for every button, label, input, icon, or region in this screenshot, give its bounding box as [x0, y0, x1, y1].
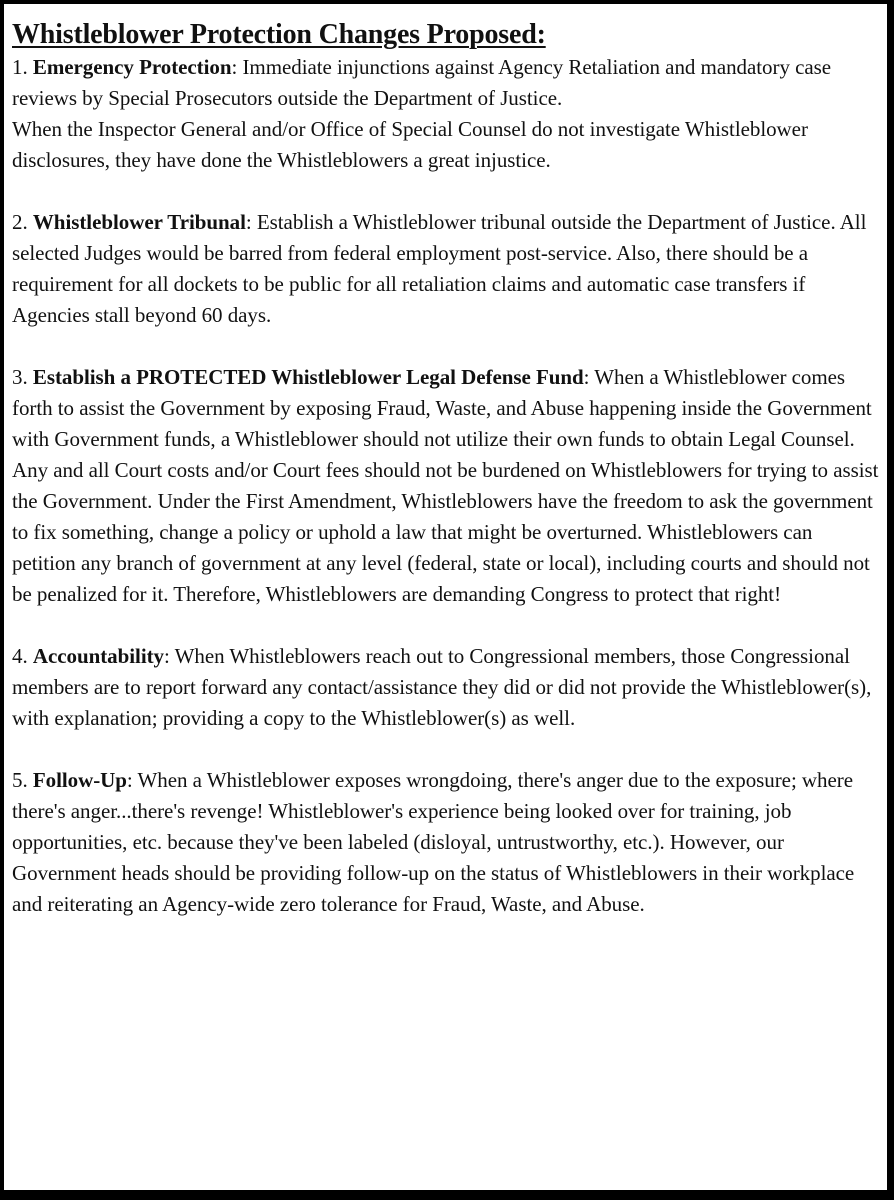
document-page [4, 4, 887, 1190]
proposal-4-heading: Accountability [32, 644, 164, 668]
proposal-2-text [12, 207, 881, 331]
proposal-2-body: : Establish a Whistleblower tribunal outside the Department of Justice. All selected Judges would be barred from federal employment post-service. Also, there should be a requirement for all dockets to be public for all retaliation claims and automatic case transfers if Agencies stall beyond 60 days. [12, 210, 867, 327]
proposal-4-number: 4. [12, 644, 28, 668]
proposal-1 [12, 52, 881, 176]
proposal-5-text [12, 765, 881, 920]
proposal-1-extra: When the Inspector General and/or Office of Special Counsel do not investigate Whistleblower disclosures, they have done the Whistleblowers a great injustice. [12, 117, 808, 172]
proposal-4-body: : When Whistleblowers reach out to Congressional members, those Congressional members are to report forward any contact/assistance they did or did not provide the Whistleblower(s), with explanation; providing a copy to the Whistleblower(s) as well. [12, 644, 872, 730]
document-title: Whistleblower Protection Changes Proposed: [12, 19, 546, 50]
proposal-2-heading: Whistleblower Tribunal [32, 210, 246, 234]
proposal-4-text [12, 641, 881, 734]
proposal-5 [12, 765, 881, 920]
proposal-5-number: 5. [12, 768, 28, 792]
proposal-1-body: : Immediate injunctions against Agency Retaliation and mandatory case reviews by Special Prosecutors outside the Department of Justice. [12, 55, 832, 110]
proposal-3-body: : When a Whistleblower comes forth to assist the Government by exposing Fraud, Waste, and Abuse happening inside the Government with Government funds, a Whistleblower should not utilize their own funds to obtain Legal Counsel. Any and all Court costs and/or Court fees should not be burdened on Whistleblowers for trying to assist the Government. Under the First Amendment, Whistleblowers have the freedom to ask the government to fix something, change a policy or uphold a law that might be overturned. Whistleblowers can petition any branch of government at any level (federal, state or local), including courts and should not be penalized for it. Therefore, Whistleblowers are demanding Congress to protect that right! [12, 365, 879, 606]
proposal-1-number: 1. [12, 55, 28, 79]
proposal-4 [12, 641, 881, 734]
proposal-2 [12, 207, 881, 331]
proposal-3-text [12, 362, 881, 610]
proposal-3-heading: Establish a PROTECTED Whistleblower Legal Defense Fund [32, 365, 584, 389]
proposal-1-heading: Emergency Protection [32, 55, 232, 79]
proposal-5-body: : When a Whistleblower exposes wrongdoing, there's anger due to the exposure; where there's anger...there's revenge! Whistleblower's experience being looked over for training, job opportunities, etc. because they've been labeled (disloyal, untrustworthy, etc.). However, our Government heads should be providing follow-up on the status of Whistleblowers in their workplace and reiterating an Agency-wide zero tolerance for Fraud, Waste, and Abuse. [12, 768, 855, 916]
proposal-1-text [12, 52, 881, 114]
proposal-2-number: 2. [12, 210, 28, 234]
proposal-5-heading: Follow-Up [32, 768, 127, 792]
proposal-3-number: 3. [12, 365, 28, 389]
proposal-3 [12, 362, 881, 610]
